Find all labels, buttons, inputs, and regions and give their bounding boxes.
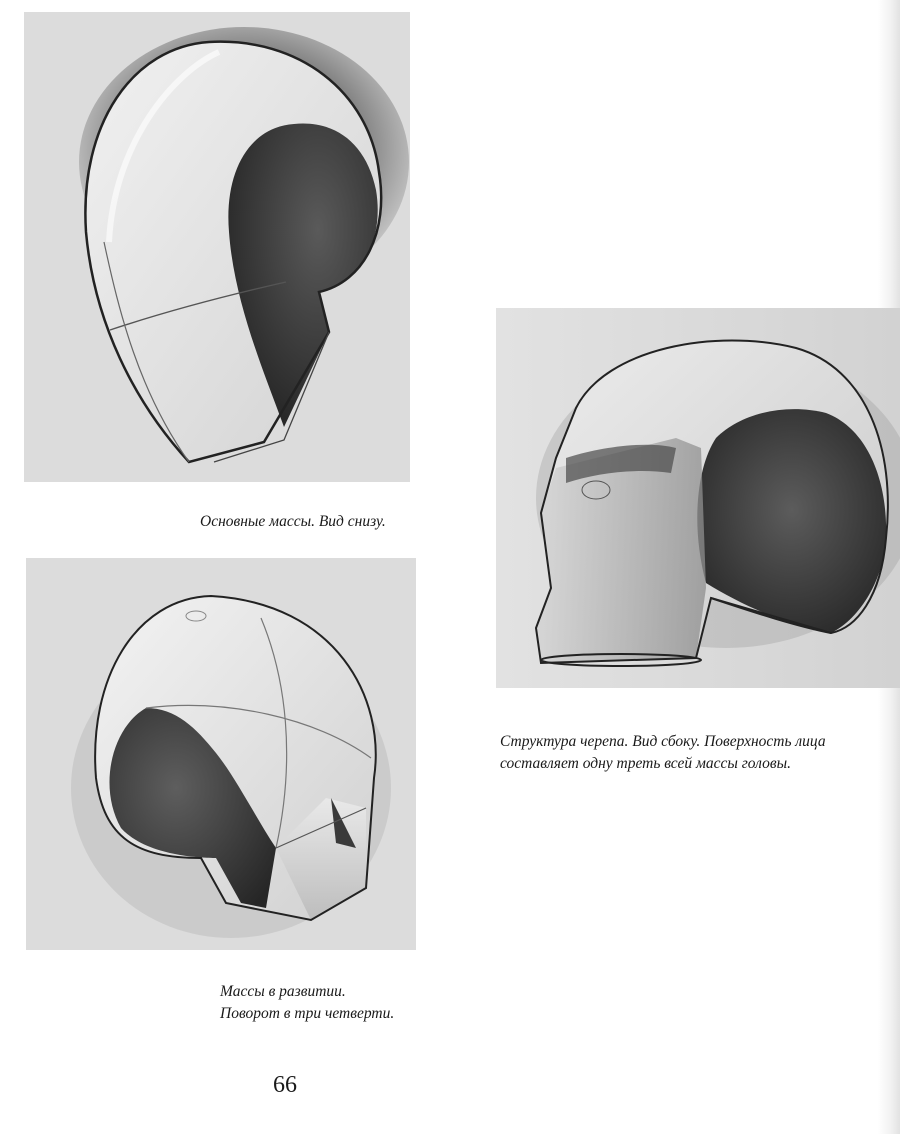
caption-skull-structure-line-2: составляет одну треть всей массы головы. — [500, 755, 791, 772]
caption-skull-structure — [500, 731, 880, 775]
illustration-skull-side-view — [496, 308, 900, 688]
illustration-three-quarter-view — [26, 558, 416, 950]
caption-masses-development-line-2: Поворот в три четверти. — [220, 1005, 395, 1022]
caption-masses-development-line-1: Массы в развитии. — [220, 983, 346, 1000]
caption-basic-masses: Основные массы. Вид снизу. — [200, 513, 386, 530]
caption-masses-development — [220, 981, 440, 1025]
illustration-head-from-below — [24, 12, 410, 482]
caption-skull-structure-line-1: Структура черепа. Вид сбоку. Поверхность лица — [500, 733, 826, 750]
page-number: 66 — [273, 1072, 297, 1098]
